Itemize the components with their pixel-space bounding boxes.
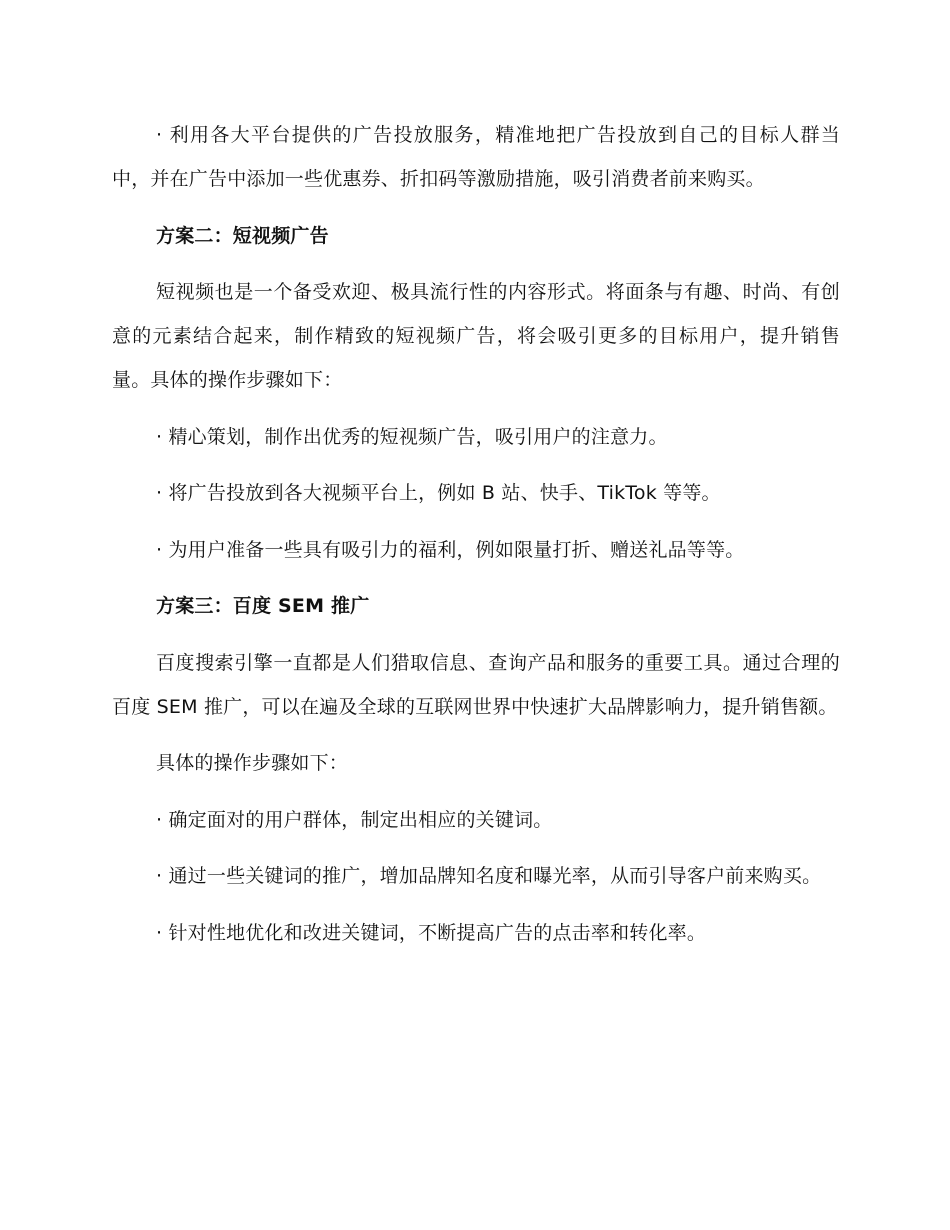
bullet-paragraph: · 将广告投放到各大视频平台上，例如 B 站、快手、TikTok 等等。 bbox=[156, 482, 721, 504]
body-paragraph: 短视频也是一个备受欢迎、极具流行性的内容形式。将面条与有趣、时尚、有创意的元素结合起来，制作精致的短视频广告，将会吸引更多的目标用户，提升销售量。具体的操作步骤如下： bbox=[112, 281, 840, 391]
bullet-paragraph: · 针对性地优化和改进关键词，不断提高广告的点击率和转化率。 bbox=[156, 921, 707, 944]
bullet-paragraph: · 精心策划，制作出优秀的短视频广告，吸引用户的注意力。 bbox=[156, 425, 668, 448]
bullet-paragraph: · 确定面对的用户群体，制定出相应的关键词。 bbox=[156, 808, 553, 831]
body-paragraph: 具体的操作步骤如下： bbox=[156, 752, 349, 774]
bullet-paragraph: · 利用各大平台提供的广告投放服务，精准地把广告投放到自己的目标人群当中，并在广告中添加一些优惠券、折扣码等激励措施，吸引消费者前来购买。 bbox=[112, 124, 840, 190]
section-heading-plan-3: 方案三：百度 SEM 推广 bbox=[156, 595, 370, 617]
body-paragraph: 百度搜索引擎一直都是人们猎取信息、查询产品和服务的重要工具。通过合理的百度 SEM 推广，可以在遍及全球的互联网世界中快速扩大品牌影响力，提升销售额。 bbox=[112, 651, 840, 718]
document-body bbox=[112, 113, 840, 967]
section-heading-plan-2: 方案二：短视频广告 bbox=[156, 224, 329, 247]
bullet-paragraph: · 通过一些关键词的推广，增加品牌知名度和曝光率，从而引导客户前来购买。 bbox=[156, 865, 822, 887]
bullet-paragraph: · 为用户准备一些具有吸引力的福利，例如限量打折、赠送礼品等等。 bbox=[156, 538, 745, 561]
